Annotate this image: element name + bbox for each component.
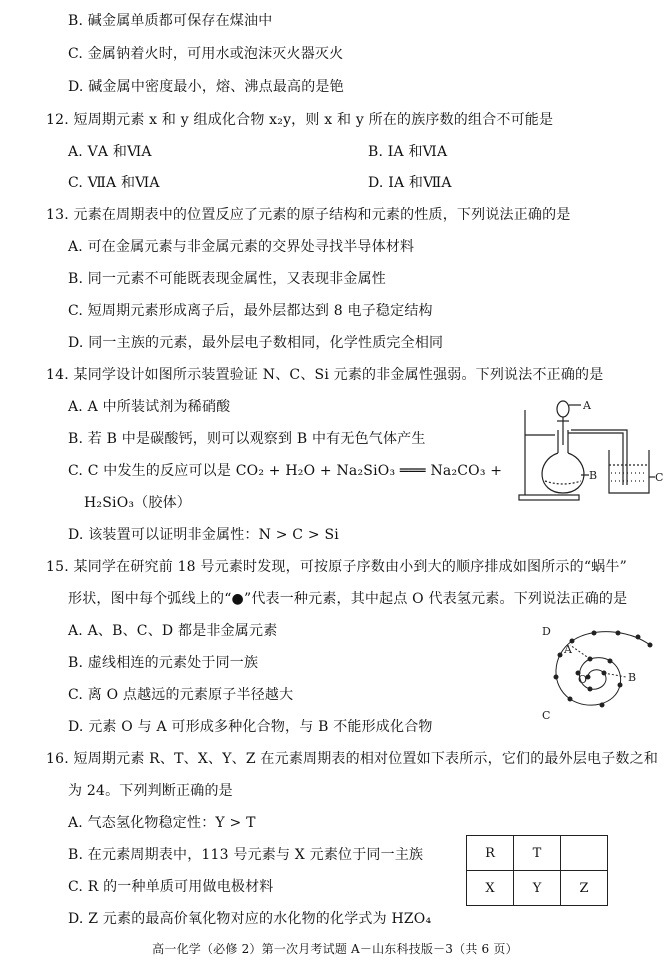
page-footer: 高一化学（必修 2）第一次月考试题 A－山东科技版－3（共 6 页）	[152, 942, 518, 956]
snail-label-d: D	[542, 625, 551, 638]
apparatus-label-a: A	[583, 399, 591, 412]
element-position-table	[466, 835, 608, 906]
table-cell-x: X	[467, 871, 514, 906]
option-16a: A. 气态氢化物稳定性：Y > T	[68, 815, 256, 831]
option-12a: A. ⅤA 和ⅥA	[68, 144, 152, 160]
table-cell-z: Z	[561, 871, 608, 906]
option-13c: C. 短周期元素形成离子后，最外层都达到 8 电子稳定结构	[68, 303, 433, 319]
option-15a: A. A、B、C、D 都是非金属元素	[68, 623, 278, 639]
table-row	[467, 871, 608, 906]
snail-label-o: O	[578, 673, 588, 686]
option-15c: C. 离 O 点越远的元素原子半径越大	[68, 687, 294, 703]
option-14c-cont: H₂SiO₃（胶体）	[84, 495, 191, 511]
question-14-stem: 14. 某同学设计如图所示装置验证 N、C、Si 元素的非金属性强弱。下列说法不正确的是	[46, 367, 604, 383]
option-12d: D. ⅠA 和ⅦA	[368, 175, 452, 191]
option-11d: D. 碱金属中密度最小，熔、沸点最高的是铯	[68, 79, 344, 95]
option-14c: C. C 中发生的反应可以是 CO₂ + H₂O + Na₂SiO₃ ═══ Na₂CO₃ +	[68, 463, 503, 479]
table-cell-t: T	[514, 836, 561, 871]
apparatus-figure	[515, 395, 665, 505]
snail-figure	[528, 615, 666, 725]
option-13a: A. 可在金属元素与非金属元素的交界处寻找半导体材料	[68, 239, 415, 255]
option-16c: C. R 的一种单质可用做电极材料	[68, 879, 274, 895]
snail-label-b: B	[628, 671, 637, 684]
table-cell-y: Y	[514, 871, 561, 906]
option-13b: B. 同一元素不可能既表现金属性，又表现非金属性	[68, 271, 386, 287]
option-12b: B. ⅠA 和ⅥA	[368, 144, 448, 160]
option-15d: D. 元素 O 与 A 可形成多种化合物，与 B 不能形成化合物	[68, 719, 433, 735]
option-11b: B. 碱金属单质都可保存在煤油中	[68, 13, 273, 29]
option-16d: D. Z 元素的最高价氧化物对应的水化物的化学式为 HZO₄	[68, 911, 432, 927]
question-15-stem-cont: 形状，图中每个弧线上的“●”代表一种元素，其中起点 O 代表氢元素。下列说法正确的是	[68, 591, 628, 607]
option-13d: D. 同一主族的元素，最外层电子数相同，化学性质完全相同	[68, 335, 444, 351]
option-15b: B. 虚线相连的元素处于同一族	[68, 655, 259, 671]
table-row	[467, 836, 608, 871]
snail-label-a: A	[564, 643, 572, 656]
snail-label-c: C	[542, 709, 551, 722]
apparatus-label-b: B	[589, 469, 598, 482]
apparatus-label-c: C	[655, 471, 664, 484]
option-14d: D. 该装置可以证明非金属性：N > C > Si	[68, 527, 339, 543]
option-16b: B. 在元素周期表中，113 号元素与 X 元素位于同一主族	[68, 847, 424, 863]
option-14b: B. 若 B 中是碳酸钙，则可以观察到 B 中有无色气体产生	[68, 431, 426, 447]
table-cell-r: R	[467, 836, 514, 871]
question-16-stem: 16. 短周期元素 R、T、X、Y、Z 在元素周期表的相对位置如下表所示，它们的最外层电子数之和	[46, 751, 659, 767]
table-cell-empty	[561, 836, 608, 871]
question-15-stem: 15. 某同学在研究前 18 号元素时发现，可按原子序数由小到大的顺序排成如图所示的“蜗牛”	[46, 559, 627, 575]
question-13-stem: 13. 元素在周期表中的位置反应了元素的原子结构和元素的性质，下列说法正确的是	[46, 207, 571, 223]
question-16-stem-cont: 为 24。下列判断正确的是	[68, 783, 233, 799]
option-11c: C. 金属钠着火时，可用水或泡沫灭火器灭火	[68, 46, 344, 62]
question-12-stem: 12. 短周期元素 x 和 y 组成化合物 x₂y，则 x 和 y 所在的族序数的组合不可能是	[46, 112, 554, 128]
option-14a: A. A 中所装试剂为稀硝酸	[68, 399, 231, 415]
option-12c: C. ⅦA 和ⅥA	[68, 175, 160, 191]
